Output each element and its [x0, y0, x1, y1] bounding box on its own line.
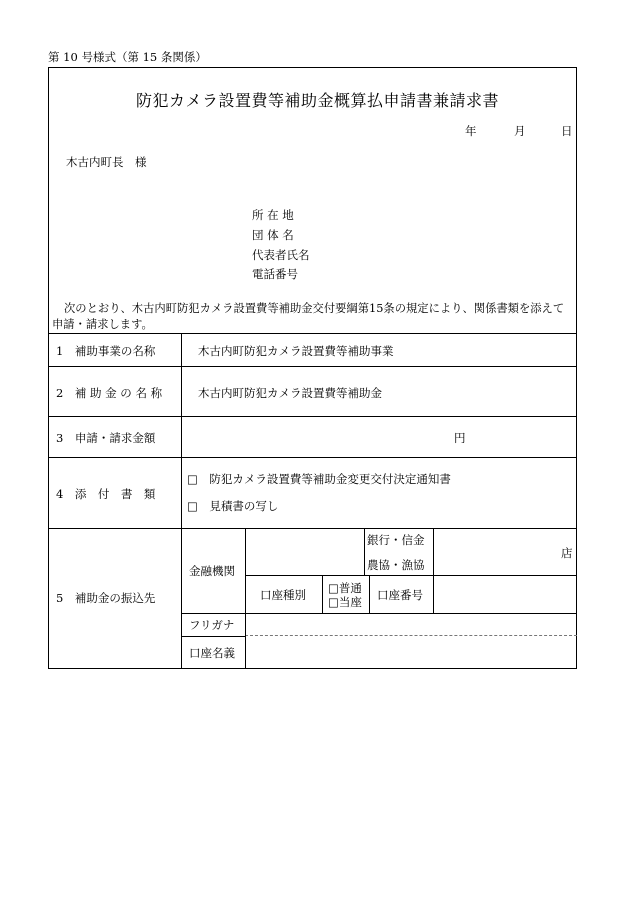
row-label-attachments: 4 添 付 書 類: [56, 487, 156, 501]
row-label-amount: 3 申請・請求金額: [56, 431, 156, 445]
account-number-label: 口座番号: [377, 588, 423, 602]
applicant-address: 所 在 地: [252, 208, 294, 222]
amount-unit: 円: [454, 431, 466, 445]
form-number: 第 10 号様式（第 15 条関係）: [48, 50, 207, 64]
account-name-label: 口座名義: [189, 646, 235, 660]
account-type-label: 口座種別: [260, 588, 306, 602]
row-label-subsidy-name: 2 補 助 金 の 名 称: [56, 386, 163, 400]
bank-type-2: 農協・漁協: [367, 558, 425, 572]
project-name-value: 木古内町防犯カメラ設置費等補助事業: [198, 344, 394, 358]
applicant-organization: 団 体 名: [252, 228, 294, 242]
applicant-phone: 電話番号: [252, 267, 298, 281]
furigana-label: フリガナ: [189, 618, 235, 632]
attachment-item-2: □ 見積書の写し: [187, 499, 279, 513]
date-month: 月: [514, 124, 526, 138]
subsidy-name-value: 木古内町防犯カメラ設置費等補助金: [198, 386, 382, 400]
bank-type-1: 銀行・信金: [367, 533, 425, 547]
date-year: 年: [465, 124, 477, 138]
row-label-transfer: 5 補助金の振込先: [56, 591, 156, 605]
applicant-representative: 代表者氏名: [252, 248, 310, 262]
row-label-project-name: 1 補助事業の名称: [56, 344, 156, 358]
branch-label: 店: [561, 546, 573, 560]
date-day: 日: [561, 124, 573, 138]
page-title: 防犯カメラ設置費等補助金概算払申請書兼請求書: [136, 91, 500, 110]
attachment-item-1: □ 防犯カメラ設置費等補助金変更交付決定通知書: [187, 472, 451, 486]
addressee: 木古内町長 様: [66, 155, 147, 169]
account-type-ordinary: □普通: [328, 581, 362, 595]
intro-paragraph: 次のとおり、木古内町防犯カメラ設置費等補助金交付要綱第15条の規定により、関係書類を添えて申請・請求します。: [52, 302, 565, 331]
bank-label: 金融機関: [189, 564, 235, 578]
account-type-current: □当座: [328, 595, 362, 609]
